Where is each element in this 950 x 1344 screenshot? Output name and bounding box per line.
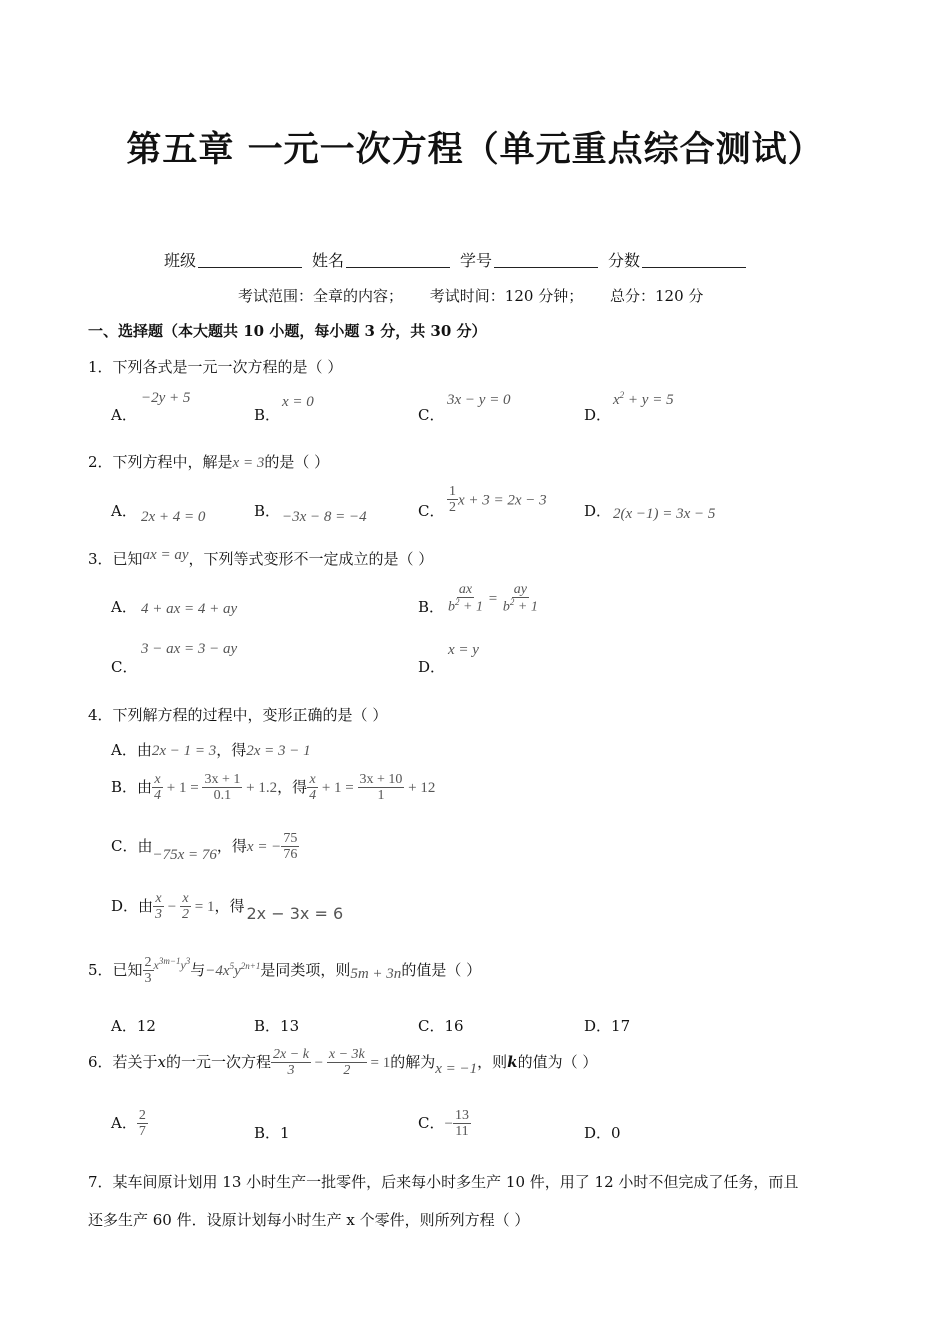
q4-stem: 4．下列解方程的过程中，变形正确的是（ ）: [88, 706, 388, 724]
id-label: 学号: [460, 251, 493, 270]
q3-c-math: 3 − ax = 3 − ay: [141, 641, 238, 657]
q5-option-d: D．17: [584, 1017, 631, 1035]
q4-option-c: C．由−75x = 76，得x = − $\frac{75}{76}$: [111, 831, 298, 863]
q2-d-math: 2(x −1) = 3x − 5: [613, 506, 716, 522]
q2-b-math: −3x − 8 = −4: [282, 509, 367, 525]
score-label: 分数: [608, 251, 641, 270]
q5-option-a: A．12: [111, 1017, 156, 1035]
exam-meta: [238, 285, 703, 306]
q1-stem: 1．下列各式是一元一次方程的是（ ）: [88, 358, 343, 376]
class-label: 班级: [164, 251, 197, 270]
page-title: 第五章 一元一次方程（单元重点综合测试）: [126, 130, 824, 170]
id-blank: [494, 251, 598, 268]
name-blank: [346, 251, 450, 268]
q2-option-b: B．: [254, 502, 281, 520]
exam-time: 考试时间：120 分钟；: [429, 287, 584, 305]
q1-a-math: −2y + 5: [141, 390, 191, 406]
q6-stem: 6．若关于x的一元一次方程 $\frac{2x - k}{3}$ − $\frac{x - 3k}{2}$ = 1的解为x = −1，则k的值为（ ）: [88, 1047, 598, 1079]
q5-option-c: C．16: [418, 1017, 464, 1035]
q4-option-a: A．由2x − 1 = 3，得2x = 3 − 1: [111, 741, 311, 759]
q1-option-b: B．: [254, 406, 281, 424]
q2-stem: 2．下列方程中，解是x = 3的是（ ）: [88, 453, 330, 471]
q3-option-a: A．: [111, 598, 137, 616]
q3-stem-math: ax = ay: [142, 547, 189, 563]
q3-b-math: $\frac{ax}{b^2 + 1}$ = $\frac{ay}{b^2 + 1}$: [448, 582, 538, 616]
q2-option-c: C．: [418, 502, 445, 520]
section-header: 一、选择题（本大题共 10 小题，每小题 3 分，共 30 分）: [88, 322, 487, 340]
q7-line1: 7．某车间原计划用 13 小时生产一批零件，后来每小时多生产 10 件，用了 12 小时不但完成了任务，而且: [88, 1173, 799, 1191]
q2-a-math: 2x + 4 = 0: [141, 509, 206, 525]
q3-stem: 3．已知ax = ay，下列等式变形不一定成立的是（ ）: [88, 547, 434, 568]
q2-c-math: $\frac{1}{2}$ x + 3 = 2x − 3: [449, 484, 547, 516]
score-blank: [642, 251, 746, 268]
q1-option-a: A．: [111, 406, 137, 424]
q1-c-math: 3x − y = 0: [447, 392, 511, 408]
class-blank: [198, 251, 302, 268]
q4-option-b: B．由 $\frac{x}{4}$ + 1 = $\frac{3x + 1}{0.1}$ + 1.2，得 $\frac{x}{4}$ + 1 = $\frac{3x + 10}{1}$ + 12: [111, 772, 436, 804]
q5-option-b: B．13: [254, 1017, 300, 1035]
q6-option-b: B．1: [254, 1124, 290, 1142]
name-label: 姓名: [312, 251, 345, 270]
q1-d-math: $x^2 + y = 5$: [613, 390, 674, 408]
exam-total: 总分：120 分: [609, 287, 704, 305]
q3-option-d: D．: [418, 658, 446, 676]
q3-option-c: C．: [111, 658, 138, 676]
q1-option-d: D．: [584, 406, 612, 424]
q7-line2: 还多生产 60 件．设原计划每小时生产 x 个零件，则所列方程（ ）: [88, 1211, 530, 1229]
q6-option-a: A． $\frac{2}{7}$: [111, 1108, 146, 1140]
q3-option-b: B．: [418, 598, 445, 616]
q3-d-math: x = y: [448, 642, 479, 658]
q6-option-c: C．− $\frac{13}{11}$: [418, 1108, 469, 1140]
exam-scope: 考试范围：全章的内容；: [238, 287, 404, 305]
q5-stem: 5．已知 $\frac{2}{3}$ $^{x^{3m-1}y^3}$与$-4x^5y^{2n+1}$是同类项，则5m + 3n的值是（ ）: [88, 955, 482, 987]
fraction-half: $\frac{1}{2}$: [449, 484, 456, 516]
q1-b-math: x = 0: [282, 394, 314, 410]
q4-option-d: D．由 $\frac{x}{3}$ − $\frac{x}{2}$ = 1，得 2x − 3x = 6: [111, 891, 344, 923]
q2-option-d: D．: [584, 502, 612, 520]
student-info-line: [164, 248, 756, 271]
q2-option-a: A．: [111, 502, 137, 520]
q1-option-c: C．: [418, 406, 445, 424]
q2-stem-math: x = 3: [232, 455, 265, 471]
q6-option-d: D．0: [584, 1124, 621, 1142]
q3-a-math: 4 + ax = 4 + ay: [141, 601, 238, 617]
